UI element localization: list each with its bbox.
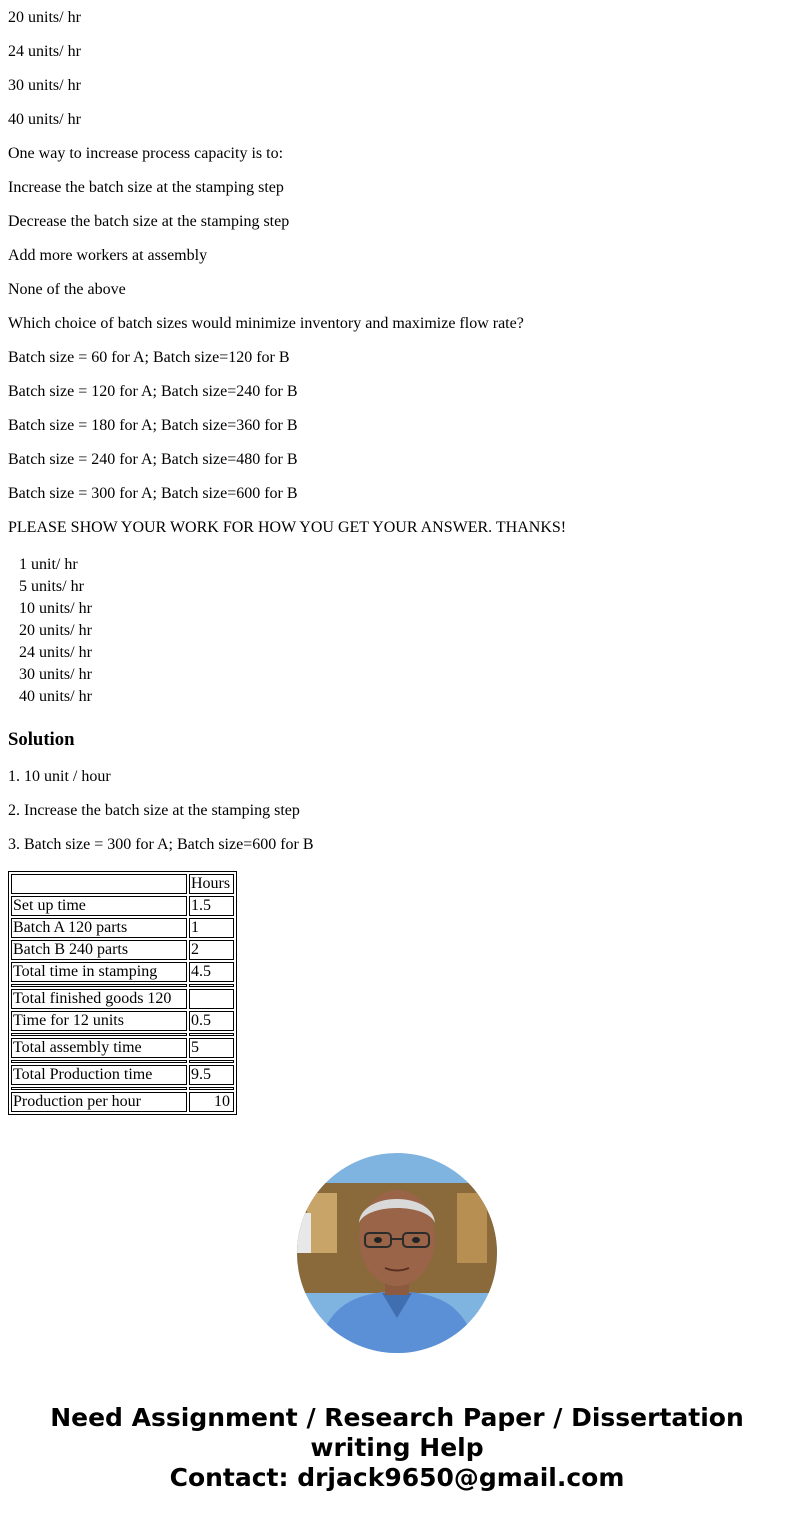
list-item: 30 units/ hr	[19, 666, 92, 683]
table-cell: Total Production time	[11, 1065, 187, 1085]
table-cell: 1	[189, 918, 234, 938]
option-text: 40 units/ hr	[8, 111, 81, 128]
option-text: 30 units/ hr	[8, 77, 81, 94]
table-cell: Time for 12 units	[11, 1011, 187, 1031]
separator-cell	[189, 1033, 234, 1036]
ad-line: writing Help	[310, 1433, 484, 1462]
separator-cell	[189, 1060, 234, 1063]
table-row	[11, 1011, 234, 1031]
ad-contact: Contact: drjack9650@gmail.com	[169, 1463, 625, 1492]
separator-cell	[189, 1087, 234, 1090]
answer-text: 2. Increase the batch size at the stamping step	[8, 802, 300, 819]
solution-heading: Solution	[8, 729, 75, 750]
table-row	[11, 1065, 234, 1085]
option-text: Batch size = 120 for A; Batch size=240 for B	[8, 383, 298, 400]
question-prompt: Which choice of batch sizes would minimize inventory and maximize flow rate?	[8, 315, 524, 332]
answer-text: 1. 10 unit / hour	[8, 768, 111, 785]
table-row	[11, 918, 234, 938]
table-row	[11, 940, 234, 960]
table-row	[11, 896, 234, 916]
table-separator-row	[11, 984, 234, 987]
option-text: 24 units/ hr	[8, 43, 81, 60]
question-prompt: One way to increase process capacity is to:	[8, 145, 284, 162]
option-text: Batch size = 240 for A; Batch size=480 for B	[8, 451, 298, 468]
answer-text: 3. Batch size = 300 for A; Batch size=600 for B	[8, 836, 314, 853]
table-separator-row	[11, 1033, 234, 1036]
separator-cell	[189, 984, 234, 987]
list-item: 1 unit/ hr	[19, 556, 78, 573]
table-cell: 1.5	[189, 896, 234, 916]
table-cell: Batch B 240 parts	[11, 940, 187, 960]
table-cell: Batch A 120 parts	[11, 918, 187, 938]
table-cell	[189, 989, 234, 1009]
table-header-cell: Hours	[189, 874, 234, 894]
avatar	[297, 1153, 497, 1353]
table-separator-row	[11, 1060, 234, 1063]
option-text: Increase the batch size at the stamping step	[8, 179, 284, 196]
separator-cell	[11, 984, 187, 987]
table-cell: Total finished goods 120	[11, 989, 187, 1009]
table-row	[11, 962, 234, 982]
table-cell: 9.5	[189, 1065, 234, 1085]
table-row	[11, 989, 234, 1009]
table-cell	[11, 874, 187, 894]
ad-banner	[0, 1403, 794, 1493]
request-text: PLEASE SHOW YOUR WORK FOR HOW YOU GET YOUR ANSWER. THANKS!	[8, 519, 567, 536]
table-header-row	[11, 874, 234, 894]
option-text: Decrease the batch size at the stamping step	[8, 213, 290, 230]
table-row	[11, 1038, 234, 1058]
table-separator-row	[11, 1087, 234, 1090]
option-text: 20 units/ hr	[8, 9, 81, 26]
separator-cell	[11, 1033, 187, 1036]
table-cell: 4.5	[189, 962, 234, 982]
table-cell: 2	[189, 940, 234, 960]
list-item: 40 units/ hr	[19, 688, 92, 705]
table-cell: Set up time	[11, 896, 187, 916]
option-text: Batch size = 300 for A; Batch size=600 for B	[8, 485, 298, 502]
option-text: Add more workers at assembly	[8, 247, 208, 264]
separator-cell	[11, 1060, 187, 1063]
option-text: Batch size = 180 for A; Batch size=360 for B	[8, 417, 298, 434]
table-cell: Total time in stamping	[11, 962, 187, 982]
list-item: 24 units/ hr	[19, 644, 92, 661]
table-cell: Production per hour	[11, 1092, 187, 1112]
option-text: Batch size = 60 for A; Batch size=120 for B	[8, 349, 290, 366]
table-cell: Total assembly time	[11, 1038, 187, 1058]
ad-line: Need Assignment / Research Paper / Dissertation	[50, 1403, 744, 1432]
table-cell: 10	[189, 1092, 234, 1112]
table-cell: 5	[189, 1038, 234, 1058]
list-item: 5 units/ hr	[19, 578, 84, 595]
table-row	[11, 1092, 234, 1112]
option-text: None of the above	[8, 281, 126, 298]
separator-cell	[11, 1087, 187, 1090]
rate-list	[19, 554, 92, 708]
list-item: 10 units/ hr	[19, 600, 92, 617]
list-item: 20 units/ hr	[19, 622, 92, 639]
avatar-photo-icon	[297, 1153, 497, 1353]
table-cell: 0.5	[189, 1011, 234, 1031]
work-table	[8, 871, 237, 1115]
